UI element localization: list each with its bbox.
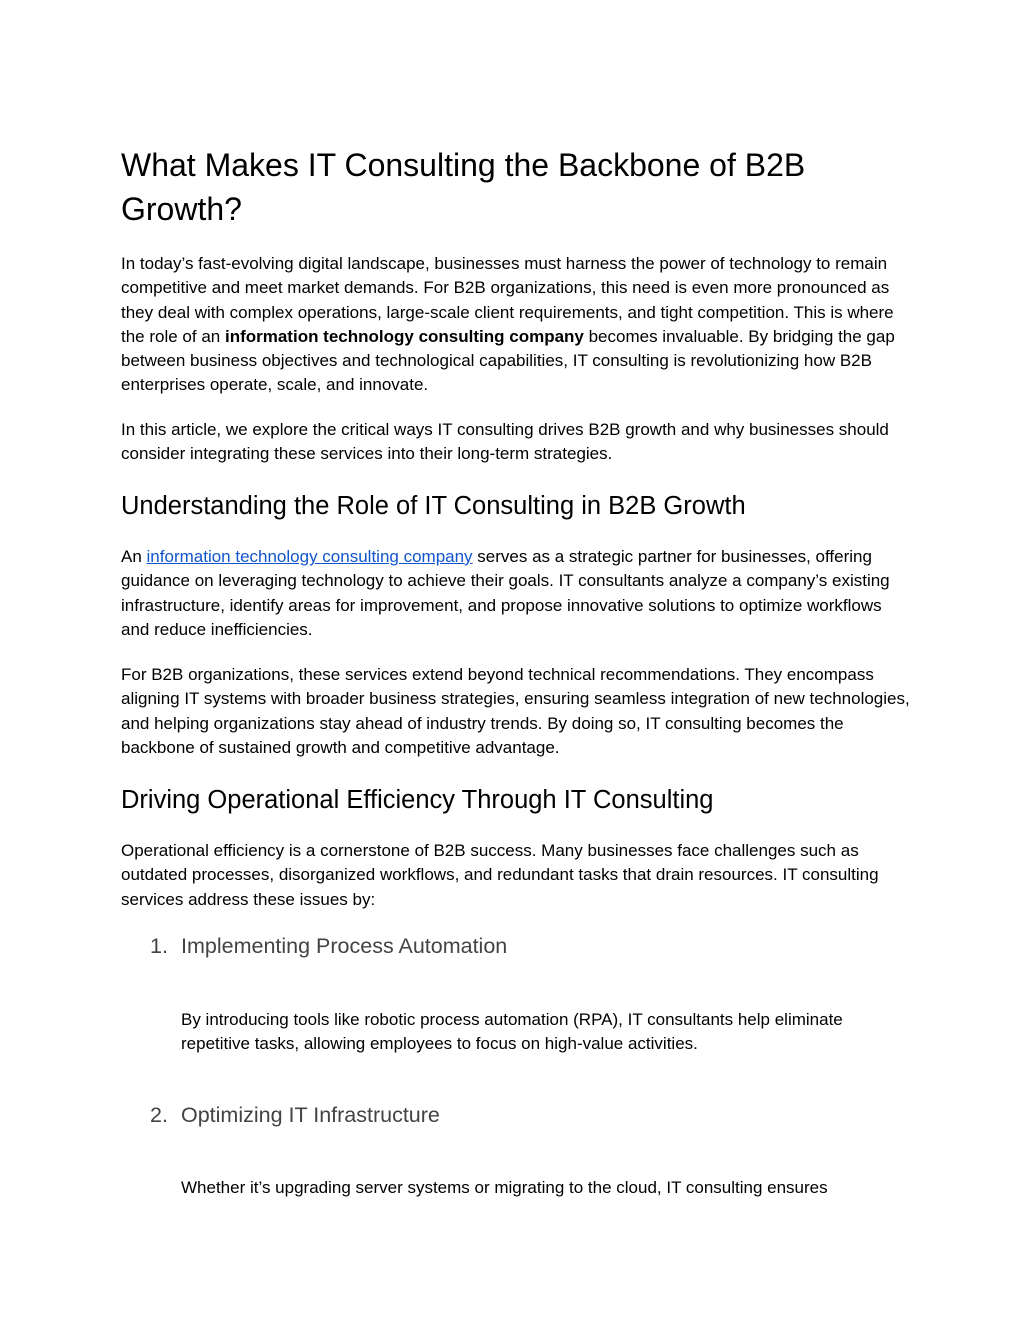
list-item-number: 2. (150, 1103, 168, 1127)
intro-text-start: In today’s fast-evolving digital landscape, businesses must harness the power of technology to remain competitive and meet market demands. For B2B organizations, this need is even more pronounced as they deal with complex operations, large-scale client requirements, and tight competition. This is where the role of an (121, 254, 894, 346)
role-text-end: serves as a strategic partner for businesses, offering guidance on leveraging technology to achieve their goals. IT consultants analyze a company’s existing infrastructure, identify areas for improvement, and propose innovative solutions to optimize workflows and reduce inefficiencies. (121, 547, 890, 639)
list-item-text: Whether it’s upgrading server systems or migrating to the cloud, IT consulting ensures (181, 1178, 828, 1197)
efficiency-paragraph: Operational efficiency is a cornerstone of B2B success. Many businesses face challenges such as outdated processes, disorganized workflows, and redundant tasks that drain resources. IT consulting services address these issues by: (121, 841, 879, 909)
role-paragraph-1 (121, 545, 911, 642)
intro-paragraph-1 (121, 252, 911, 398)
list-item-text: By introducing tools like robotic process automation (RPA), IT consultants help eliminate repetitive tasks, allowing employees to focus on high-value activities. (181, 1010, 843, 1054)
list-item-heading: Implementing Process Automation (181, 934, 508, 958)
intro-paragraph-2: In this article, we explore the critical ways IT consulting drives B2B growth and why businesses should consider integrating these services into their long-term strategies. (121, 420, 889, 464)
consulting-company-link[interactable]: information technology consulting company (146, 547, 473, 566)
intro-text-end: becomes invaluable. By bridging the gap between business objectives and technological capabilities, IT consulting is revolutionizing how B2B enterprises operate, scale, and innovate. (121, 326, 895, 395)
list-item-heading: Optimizing IT Infrastructure (181, 1103, 440, 1127)
list-item-number: 1. (150, 934, 168, 958)
section-heading-role: Understanding the Role of IT Consulting in B2B Growth (121, 492, 746, 520)
role-paragraph-2: For B2B organizations, these services extend beyond technical recommendations. They encompass aligning IT systems with broader business strategies, ensuring seamless integration of new technologies, and helping organizations stay ahead of industry trends. By doing so, IT consulting becomes the backbone of sustained growth and competitive advantage. (121, 665, 910, 757)
role-text-start: An (121, 547, 147, 566)
section-heading-efficiency: Driving Operational Efficiency Through IT Consulting (121, 786, 714, 814)
intro-bold-term: information technology consulting company (224, 326, 584, 346)
page-title: What Makes IT Consulting the Backbone of B2B Growth? (121, 147, 806, 227)
